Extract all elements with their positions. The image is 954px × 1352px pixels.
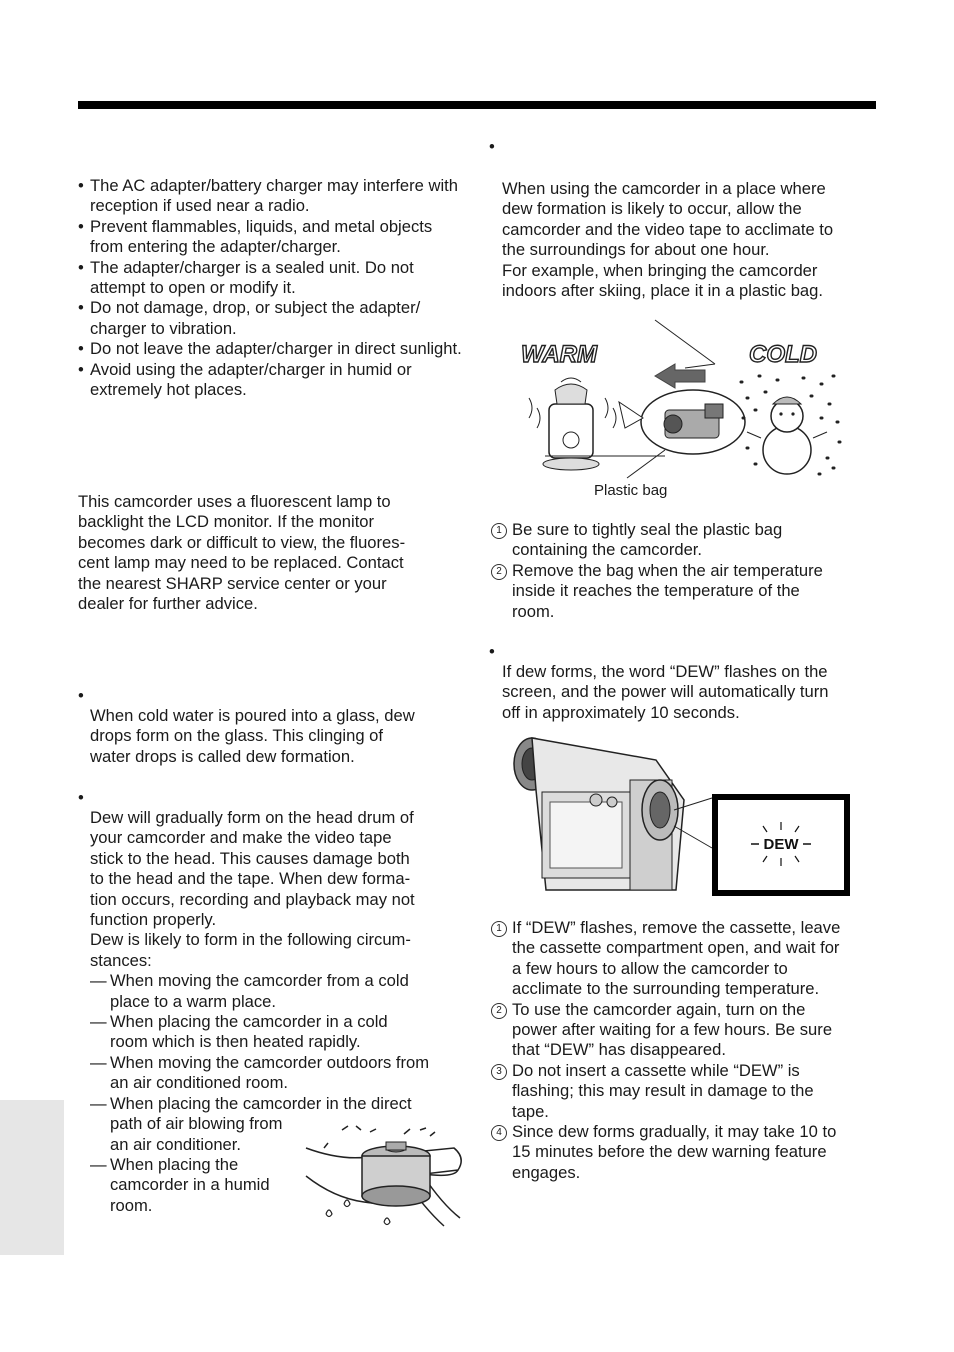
text-line: to the head and the tape. When dew forma- bbox=[90, 869, 411, 889]
dew-what-section bbox=[78, 686, 468, 767]
text-line: When cold water is poured into a glass, dew bbox=[90, 706, 415, 725]
plastic-bag-caption: Plastic bag bbox=[594, 482, 668, 499]
text-line: backlight the LCD monitor. If the monitor bbox=[78, 512, 375, 532]
text-line: stances: bbox=[90, 950, 152, 970]
dew-warning-paragraph bbox=[502, 662, 882, 723]
bag-steps bbox=[490, 520, 870, 622]
bullet-marker bbox=[78, 686, 468, 706]
list-item: • Do not leave the adapter/charger in direct sunlight. bbox=[78, 339, 468, 359]
lcd-lamp-paragraph bbox=[78, 492, 468, 614]
text-line: water drops is called dew formation. bbox=[90, 746, 355, 766]
text-line: When using the camcorder in a place where bbox=[502, 179, 826, 198]
text-line: dealer for further advice. bbox=[78, 594, 258, 614]
circumstance-item: — When placing the camcorder in a humid room. bbox=[90, 1154, 270, 1215]
bullet-marker bbox=[78, 788, 470, 808]
text-line: off in approximately 10 seconds. bbox=[502, 702, 740, 722]
circumstance-item: — When placing the camcorder in the direct path of air blowing from an air conditioner. bbox=[90, 1093, 412, 1154]
text-line: For example, when bringing the camcorder bbox=[502, 260, 818, 280]
list-item: • Avoid using the adapter/charger in humid or extremely hot places. bbox=[78, 360, 468, 401]
text-line: If dew forms, the word “DEW” flashes on the bbox=[502, 662, 828, 681]
text-line: screen, and the power will automatically turn bbox=[502, 682, 829, 702]
dew-steps bbox=[490, 918, 880, 1183]
text-line: your camcorder and make the video tape bbox=[90, 828, 392, 848]
circumstance-item: — When moving the camcorder from a cold place to a warm place. bbox=[90, 971, 409, 1011]
cold-label: COLD bbox=[749, 341, 817, 368]
list-item: • The AC adapter/battery charger may interfere with reception if used near a radio. bbox=[78, 176, 468, 217]
list-item: 3 Do not insert a cassette while “DEW” is flashing; this may result in damage to the tape. bbox=[490, 1061, 880, 1122]
circumstance-item: — When moving the camcorder outdoors from an air conditioned room. bbox=[90, 1052, 430, 1093]
list-item: • The adapter/charger is a sealed unit. Do not attempt to open or modify it. bbox=[78, 258, 468, 299]
text-line: Dew will gradually form on the head drum of bbox=[90, 808, 414, 827]
warm-label: WARM bbox=[521, 341, 597, 368]
text-line: the surroundings for about one hour. bbox=[502, 240, 770, 260]
text-line: This camcorder uses a fluorescent lamp to bbox=[78, 492, 391, 511]
text-line: cent lamp may need to be replaced. Contact bbox=[78, 553, 404, 573]
air-conditioner-illustration bbox=[304, 1118, 468, 1238]
text-line: tion occurs, recording and playback may not bbox=[90, 889, 415, 909]
text-line: becomes dark or difficult to view, the fluores- bbox=[78, 532, 406, 552]
text-line: drops form on the glass. This clinging of bbox=[90, 726, 383, 746]
text-line: stick to the head. This causes damage both bbox=[90, 848, 410, 868]
warm-cold-illustration bbox=[515, 318, 850, 488]
text-line: camcorder and the video tape to acclimate to bbox=[502, 219, 834, 239]
list-item: 1 Be sure to tightly seal the plastic bag containing the camcorder. bbox=[490, 520, 870, 561]
bullet-marker bbox=[489, 642, 501, 662]
side-tab bbox=[0, 1100, 64, 1255]
dew-screen-text: DEW bbox=[763, 836, 799, 853]
camcorder-dew-illustration bbox=[506, 730, 852, 898]
arrow-icon bbox=[655, 364, 705, 388]
text-line: indoors after skiing, place it in a plastic bag. bbox=[502, 281, 823, 301]
text-line: function properly. bbox=[90, 910, 217, 930]
bullet-marker bbox=[489, 137, 501, 157]
list-item: 4 Since dew forms gradually, it may take 10 to 15 minutes before the dew warning feature engages. bbox=[490, 1122, 880, 1183]
text-line: dew formation is likely to occur, allow the bbox=[502, 199, 802, 219]
circumstance-item: — When placing the camcorder in a cold room which is then heated rapidly. bbox=[90, 1012, 388, 1052]
list-item: • Prevent flammables, liquids, and metal objects from entering the adapter/charger. bbox=[78, 217, 468, 258]
dew-prevent-paragraph bbox=[502, 179, 882, 301]
list-item: 2 Remove the bag when the air temperature inside it reaches the temperature of the room. bbox=[490, 561, 870, 622]
header-rule bbox=[78, 101, 876, 109]
adapter-precautions bbox=[78, 176, 468, 400]
text-line: the nearest SHARP service center or your bbox=[78, 573, 387, 593]
list-item: • Do not damage, drop, or subject the adapter/ charger to vibration. bbox=[78, 298, 468, 339]
text-line: Dew is likely to form in the following circum- bbox=[90, 930, 411, 950]
list-item: 2 To use the camcorder again, turn on the power after waiting for a few hours. Be sure that “DEW” has disappeared. bbox=[490, 1000, 880, 1061]
list-item: 1 If “DEW” flashes, remove the cassette, leave the cassette compartment open, and wait for a few hours to allow the camcorder to acclimate to the surrounding temperature. bbox=[490, 918, 880, 1000]
